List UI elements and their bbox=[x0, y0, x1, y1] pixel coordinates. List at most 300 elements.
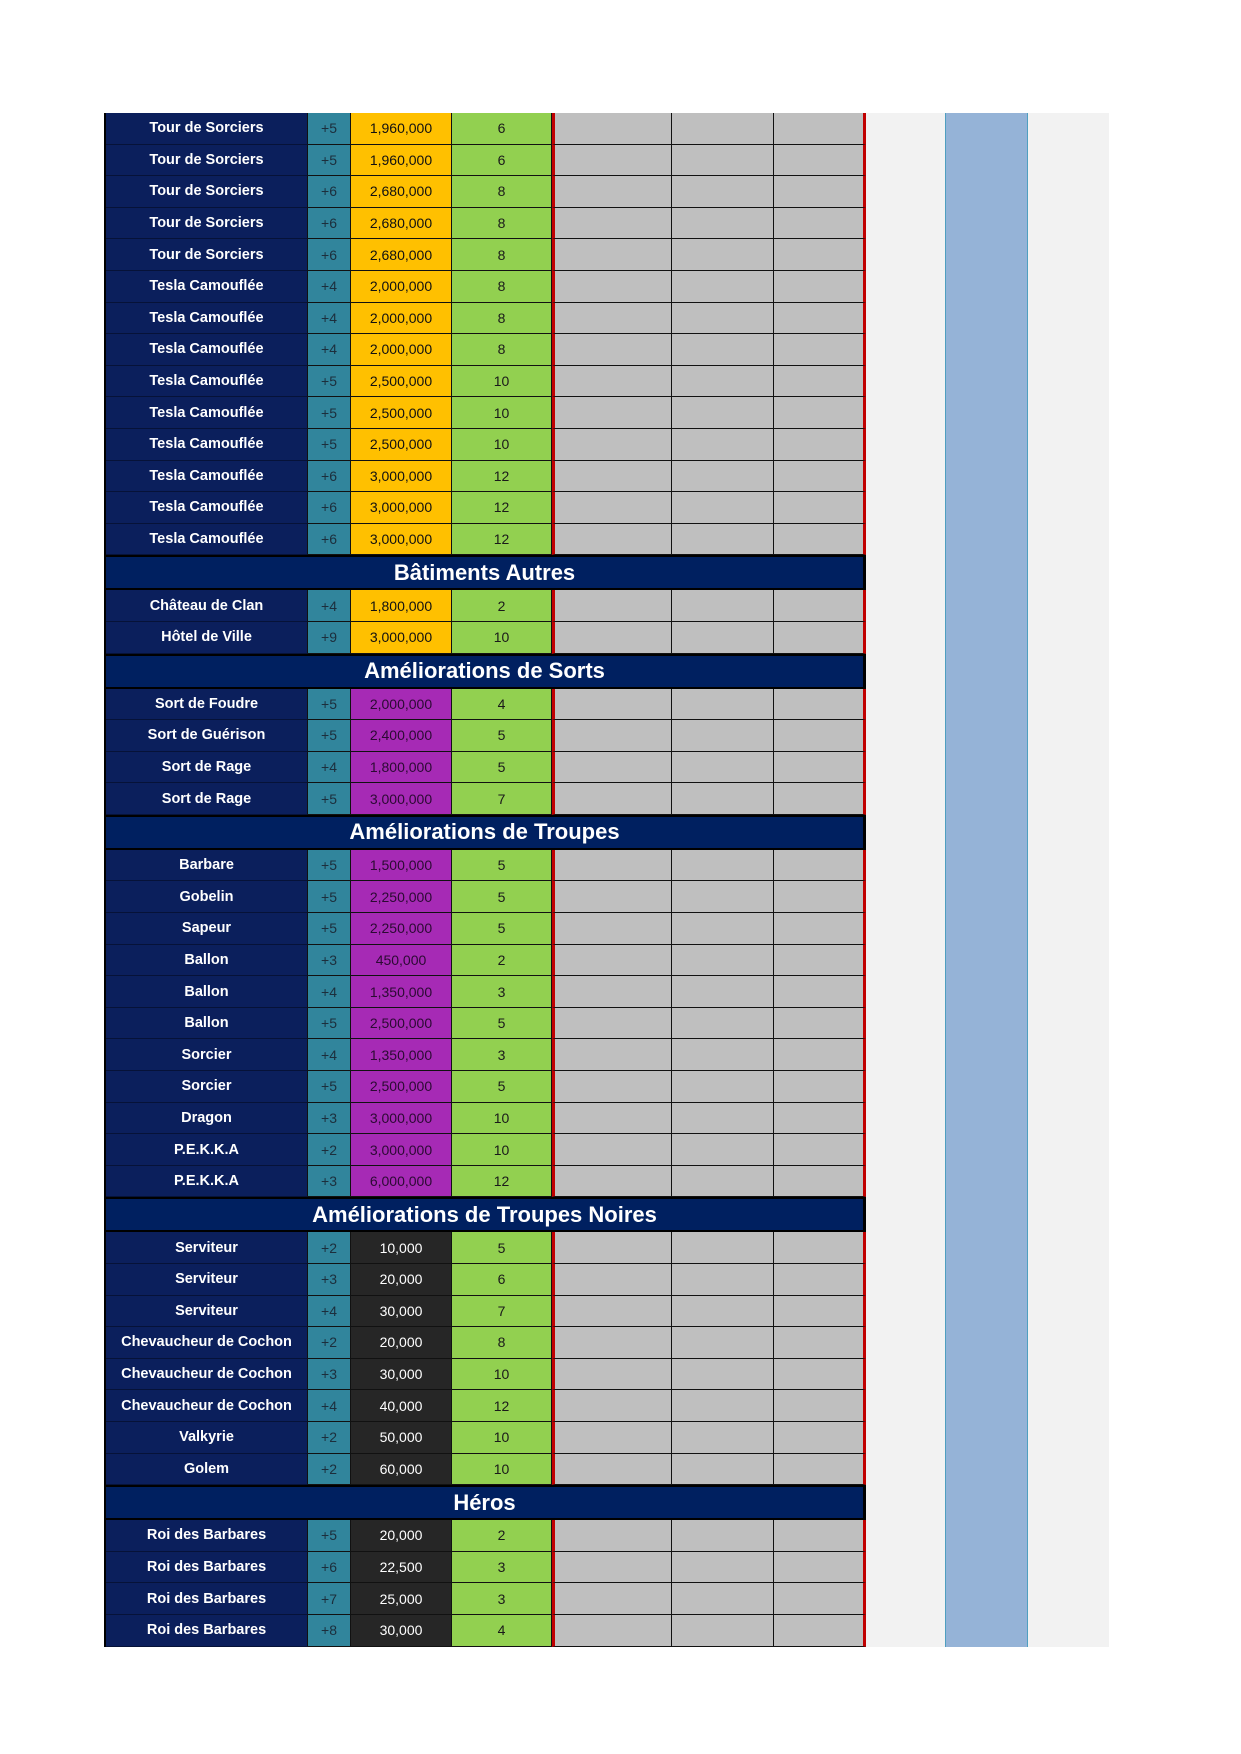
table-row bbox=[106, 881, 866, 913]
upgrade-days-cell: 7 bbox=[452, 1296, 552, 1328]
upgrade-name-cell: Tesla Camouflée bbox=[106, 461, 308, 493]
empty-cell bbox=[552, 783, 672, 815]
empty-cell bbox=[672, 461, 774, 493]
upgrade-days-cell: 8 bbox=[452, 303, 552, 335]
upgrade-name-cell: Tour de Sorciers bbox=[106, 145, 308, 177]
empty-cell bbox=[774, 1454, 866, 1486]
empty-cell bbox=[552, 1296, 672, 1328]
empty-cell bbox=[672, 176, 774, 208]
level-gain-cell: +4 bbox=[308, 1039, 351, 1071]
table-row bbox=[106, 1296, 866, 1328]
empty-cell bbox=[552, 1103, 672, 1135]
level-gain-cell: +2 bbox=[308, 1454, 351, 1486]
empty-cell bbox=[774, 1422, 866, 1454]
upgrade-cost-cell: 2,500,000 bbox=[351, 429, 452, 461]
upgrade-cost-cell: 2,500,000 bbox=[351, 366, 452, 398]
table-row bbox=[106, 1422, 866, 1454]
table-row bbox=[106, 524, 866, 556]
empty-cell bbox=[552, 913, 672, 945]
empty-cell bbox=[552, 334, 672, 366]
table-row bbox=[106, 689, 866, 721]
upgrade-days-cell: 12 bbox=[452, 1390, 552, 1422]
upgrade-cost-cell: 2,000,000 bbox=[351, 689, 452, 721]
upgrade-name-cell: Sort de Rage bbox=[106, 752, 308, 784]
upgrade-cost-cell: 60,000 bbox=[351, 1454, 452, 1486]
upgrade-days-cell: 10 bbox=[452, 397, 552, 429]
level-gain-cell: +4 bbox=[308, 271, 351, 303]
empty-cell bbox=[774, 590, 866, 622]
level-gain-cell: +6 bbox=[308, 239, 351, 271]
empty-cell bbox=[552, 1422, 672, 1454]
upgrade-days-cell: 6 bbox=[452, 145, 552, 177]
empty-cell bbox=[672, 1454, 774, 1486]
table-row bbox=[106, 1134, 866, 1166]
upgrade-name-cell: Tesla Camouflée bbox=[106, 271, 308, 303]
level-gain-cell: +8 bbox=[308, 1615, 351, 1647]
upgrade-cost-cell: 50,000 bbox=[351, 1422, 452, 1454]
empty-cell bbox=[552, 145, 672, 177]
empty-cell bbox=[774, 783, 866, 815]
empty-cell bbox=[552, 976, 672, 1008]
empty-cell bbox=[774, 1264, 866, 1296]
empty-cell bbox=[672, 271, 774, 303]
empty-cell bbox=[774, 397, 866, 429]
level-gain-cell: +5 bbox=[308, 1071, 351, 1103]
upgrade-name-cell: Sorcier bbox=[106, 1071, 308, 1103]
table-row bbox=[106, 1232, 866, 1264]
upgrade-cost-cell: 1,800,000 bbox=[351, 590, 452, 622]
upgrade-cost-cell: 1,500,000 bbox=[351, 850, 452, 882]
upgrade-name-cell: Tesla Camouflée bbox=[106, 366, 308, 398]
level-gain-cell: +6 bbox=[308, 461, 351, 493]
level-gain-cell: +3 bbox=[308, 1166, 351, 1198]
empty-cell bbox=[774, 1390, 866, 1422]
empty-cell bbox=[774, 303, 866, 335]
empty-cell bbox=[552, 1390, 672, 1422]
upgrade-cost-cell: 2,680,000 bbox=[351, 208, 452, 240]
empty-cell bbox=[774, 176, 866, 208]
level-gain-cell: +4 bbox=[308, 976, 351, 1008]
level-gain-cell: +2 bbox=[308, 1327, 351, 1359]
upgrade-name-cell: Tour de Sorciers bbox=[106, 176, 308, 208]
upgrade-cost-cell: 3,000,000 bbox=[351, 1103, 452, 1135]
empty-cell bbox=[774, 850, 866, 882]
level-gain-cell: +9 bbox=[308, 622, 351, 654]
upgrade-cost-cell: 3,000,000 bbox=[351, 783, 452, 815]
empty-cell bbox=[774, 145, 866, 177]
blue-column bbox=[945, 113, 1028, 1647]
empty-cell bbox=[552, 1454, 672, 1486]
upgrade-days-cell: 10 bbox=[452, 622, 552, 654]
empty-cell bbox=[774, 461, 866, 493]
table-row bbox=[106, 366, 866, 398]
empty-cell bbox=[552, 1008, 672, 1040]
empty-cell bbox=[672, 881, 774, 913]
table-row bbox=[106, 1390, 866, 1422]
section-header: Bâtiments Autres bbox=[106, 555, 866, 590]
table-row bbox=[106, 271, 866, 303]
upgrade-cost-cell: 1,960,000 bbox=[351, 145, 452, 177]
upgrade-cost-cell: 450,000 bbox=[351, 945, 452, 977]
empty-cell bbox=[672, 945, 774, 977]
table-row bbox=[106, 176, 866, 208]
upgrade-name-cell: Valkyrie bbox=[106, 1422, 308, 1454]
upgrade-cost-cell: 3,000,000 bbox=[351, 1134, 452, 1166]
empty-cell bbox=[672, 1008, 774, 1040]
level-gain-cell: +4 bbox=[308, 590, 351, 622]
level-gain-cell: +5 bbox=[308, 366, 351, 398]
upgrade-cost-cell: 3,000,000 bbox=[351, 492, 452, 524]
table-row bbox=[106, 1359, 866, 1391]
empty-cell bbox=[774, 1583, 866, 1615]
upgrade-name-cell: Serviteur bbox=[106, 1232, 308, 1264]
table-row bbox=[106, 976, 866, 1008]
empty-cell bbox=[672, 622, 774, 654]
upgrade-days-cell: 5 bbox=[452, 1232, 552, 1264]
table-row bbox=[106, 208, 866, 240]
upgrade-days-cell: 10 bbox=[452, 1422, 552, 1454]
upgrade-days-cell: 5 bbox=[452, 720, 552, 752]
upgrade-cost-cell: 2,680,000 bbox=[351, 176, 452, 208]
upgrade-days-cell: 5 bbox=[452, 913, 552, 945]
upgrade-days-cell: 3 bbox=[452, 1552, 552, 1584]
table-row bbox=[106, 1454, 866, 1486]
upgrade-name-cell: Chevaucheur de Cochon bbox=[106, 1327, 308, 1359]
table-row bbox=[106, 1103, 866, 1135]
empty-cell bbox=[672, 1296, 774, 1328]
empty-cell bbox=[672, 976, 774, 1008]
empty-cell bbox=[552, 689, 672, 721]
upgrade-name-cell: Sort de Guérison bbox=[106, 720, 308, 752]
empty-cell bbox=[774, 945, 866, 977]
upgrade-name-cell: Chevaucheur de Cochon bbox=[106, 1390, 308, 1422]
upgrade-cost-cell: 20,000 bbox=[351, 1264, 452, 1296]
empty-cell bbox=[552, 881, 672, 913]
upgrade-days-cell: 4 bbox=[452, 689, 552, 721]
level-gain-cell: +5 bbox=[308, 113, 351, 145]
table-row bbox=[106, 913, 866, 945]
empty-cell bbox=[552, 1166, 672, 1198]
empty-cell bbox=[774, 208, 866, 240]
upgrade-days-cell: 6 bbox=[452, 1264, 552, 1296]
upgrade-cost-cell: 6,000,000 bbox=[351, 1166, 452, 1198]
upgrade-name-cell: Roi des Barbares bbox=[106, 1552, 308, 1584]
level-gain-cell: +2 bbox=[308, 1422, 351, 1454]
upgrade-cost-cell: 1,800,000 bbox=[351, 752, 452, 784]
upgrade-name-cell: Tour de Sorciers bbox=[106, 208, 308, 240]
empty-cell bbox=[672, 303, 774, 335]
upgrade-name-cell: Gobelin bbox=[106, 881, 308, 913]
empty-cell bbox=[552, 752, 672, 784]
empty-cell bbox=[552, 461, 672, 493]
level-gain-cell: +6 bbox=[308, 492, 351, 524]
level-gain-cell: +2 bbox=[308, 1232, 351, 1264]
upgrade-name-cell: Roi des Barbares bbox=[106, 1615, 308, 1647]
upgrade-cost-cell: 30,000 bbox=[351, 1615, 452, 1647]
empty-cell bbox=[672, 1166, 774, 1198]
upgrade-name-cell: Barbare bbox=[106, 850, 308, 882]
empty-cell bbox=[672, 429, 774, 461]
empty-cell bbox=[672, 1583, 774, 1615]
level-gain-cell: +6 bbox=[308, 176, 351, 208]
empty-cell bbox=[672, 113, 774, 145]
upgrade-cost-cell: 1,350,000 bbox=[351, 976, 452, 1008]
table-row bbox=[106, 113, 866, 145]
upgrade-days-cell: 8 bbox=[452, 239, 552, 271]
empty-cell bbox=[774, 881, 866, 913]
upgrade-days-cell: 2 bbox=[452, 1520, 552, 1552]
level-gain-cell: +4 bbox=[308, 1296, 351, 1328]
empty-cell bbox=[672, 850, 774, 882]
empty-cell bbox=[774, 429, 866, 461]
upgrade-days-cell: 12 bbox=[452, 492, 552, 524]
empty-cell bbox=[672, 1039, 774, 1071]
level-gain-cell: +6 bbox=[308, 524, 351, 556]
empty-cell bbox=[672, 1520, 774, 1552]
table-row bbox=[106, 1552, 866, 1584]
upgrade-cost-cell: 2,000,000 bbox=[351, 271, 452, 303]
empty-cell bbox=[774, 524, 866, 556]
empty-cell bbox=[552, 303, 672, 335]
empty-cell bbox=[774, 334, 866, 366]
empty-cell bbox=[774, 1008, 866, 1040]
level-gain-cell: +3 bbox=[308, 945, 351, 977]
upgrade-days-cell: 12 bbox=[452, 1166, 552, 1198]
upgrade-cost-cell: 2,500,000 bbox=[351, 397, 452, 429]
upgrade-days-cell: 5 bbox=[452, 1071, 552, 1103]
empty-cell bbox=[552, 492, 672, 524]
upgrade-name-cell: Tesla Camouflée bbox=[106, 524, 308, 556]
upgrade-name-cell: Serviteur bbox=[106, 1264, 308, 1296]
upgrade-days-cell: 3 bbox=[452, 1039, 552, 1071]
empty-cell bbox=[552, 1264, 672, 1296]
upgrade-name-cell: Sort de Foudre bbox=[106, 689, 308, 721]
table-row bbox=[106, 303, 866, 335]
section-header: Héros bbox=[106, 1485, 866, 1520]
upgrade-name-cell: Tesla Camouflée bbox=[106, 492, 308, 524]
table-row bbox=[106, 1520, 866, 1552]
upgrade-days-cell: 3 bbox=[452, 1583, 552, 1615]
level-gain-cell: +4 bbox=[308, 303, 351, 335]
level-gain-cell: +4 bbox=[308, 752, 351, 784]
empty-cell bbox=[774, 1327, 866, 1359]
side-margin-area bbox=[866, 113, 1109, 1647]
table-row bbox=[106, 1264, 866, 1296]
upgrade-cost-cell: 30,000 bbox=[351, 1296, 452, 1328]
upgrade-days-cell: 8 bbox=[452, 334, 552, 366]
empty-cell bbox=[774, 492, 866, 524]
empty-cell bbox=[552, 176, 672, 208]
empty-cell bbox=[552, 850, 672, 882]
empty-cell bbox=[552, 1552, 672, 1584]
empty-cell bbox=[552, 945, 672, 977]
upgrade-name-cell: Roi des Barbares bbox=[106, 1520, 308, 1552]
empty-cell bbox=[672, 1422, 774, 1454]
level-gain-cell: +5 bbox=[308, 1520, 351, 1552]
empty-cell bbox=[774, 1520, 866, 1552]
upgrade-name-cell: Tesla Camouflée bbox=[106, 397, 308, 429]
upgrade-days-cell: 12 bbox=[452, 524, 552, 556]
empty-cell bbox=[552, 239, 672, 271]
empty-cell bbox=[672, 397, 774, 429]
empty-cell bbox=[672, 590, 774, 622]
upgrade-name-cell: Sort de Rage bbox=[106, 783, 308, 815]
level-gain-cell: +5 bbox=[308, 783, 351, 815]
empty-cell bbox=[552, 1583, 672, 1615]
table-row bbox=[106, 239, 866, 271]
table-row bbox=[106, 783, 866, 815]
table-row bbox=[106, 720, 866, 752]
empty-cell bbox=[774, 689, 866, 721]
upgrade-name-cell: Dragon bbox=[106, 1103, 308, 1135]
upgrade-name-cell: Roi des Barbares bbox=[106, 1583, 308, 1615]
upgrade-days-cell: 12 bbox=[452, 461, 552, 493]
upgrade-name-cell: Tour de Sorciers bbox=[106, 239, 308, 271]
empty-cell bbox=[672, 1615, 774, 1647]
upgrade-cost-cell: 3,000,000 bbox=[351, 524, 452, 556]
upgrade-days-cell: 4 bbox=[452, 1615, 552, 1647]
empty-cell bbox=[672, 689, 774, 721]
upgrade-days-cell: 7 bbox=[452, 783, 552, 815]
empty-cell bbox=[774, 622, 866, 654]
empty-cell bbox=[774, 271, 866, 303]
empty-cell bbox=[552, 1039, 672, 1071]
table-row bbox=[106, 461, 866, 493]
empty-cell bbox=[552, 397, 672, 429]
level-gain-cell: +5 bbox=[308, 689, 351, 721]
empty-cell bbox=[552, 208, 672, 240]
upgrade-name-cell: Ballon bbox=[106, 1008, 308, 1040]
level-gain-cell: +4 bbox=[308, 1390, 351, 1422]
level-gain-cell: +5 bbox=[308, 397, 351, 429]
level-gain-cell: +6 bbox=[308, 1552, 351, 1584]
upgrade-name-cell: Sapeur bbox=[106, 913, 308, 945]
empty-cell bbox=[672, 1327, 774, 1359]
upgrade-cost-cell: 22,500 bbox=[351, 1552, 452, 1584]
upgrade-cost-cell: 30,000 bbox=[351, 1359, 452, 1391]
empty-cell bbox=[774, 239, 866, 271]
level-gain-cell: +2 bbox=[308, 1134, 351, 1166]
upgrade-days-cell: 10 bbox=[452, 1103, 552, 1135]
upgrade-cost-cell: 40,000 bbox=[351, 1390, 452, 1422]
empty-cell bbox=[672, 1264, 774, 1296]
upgrade-cost-cell: 20,000 bbox=[351, 1327, 452, 1359]
upgrade-days-cell: 10 bbox=[452, 366, 552, 398]
upgrade-days-cell: 10 bbox=[452, 1454, 552, 1486]
empty-cell bbox=[774, 1103, 866, 1135]
empty-cell bbox=[552, 429, 672, 461]
upgrade-name-cell: P.E.K.K.A bbox=[106, 1134, 308, 1166]
level-gain-cell: +5 bbox=[308, 913, 351, 945]
table-row bbox=[106, 752, 866, 784]
level-gain-cell: +5 bbox=[308, 429, 351, 461]
upgrade-name-cell: Tesla Camouflée bbox=[106, 334, 308, 366]
upgrade-cost-cell: 1,960,000 bbox=[351, 113, 452, 145]
upgrade-name-cell: Tesla Camouflée bbox=[106, 303, 308, 335]
upgrade-name-cell: Chevaucheur de Cochon bbox=[106, 1359, 308, 1391]
level-gain-cell: +5 bbox=[308, 881, 351, 913]
upgrade-name-cell: Tesla Camouflée bbox=[106, 429, 308, 461]
empty-cell bbox=[552, 366, 672, 398]
empty-cell bbox=[552, 1232, 672, 1264]
empty-cell bbox=[552, 1359, 672, 1391]
empty-cell bbox=[672, 239, 774, 271]
table-row bbox=[106, 1008, 866, 1040]
upgrade-cost-cell: 2,000,000 bbox=[351, 334, 452, 366]
table-row bbox=[106, 622, 866, 654]
upgrade-cost-cell: 2,400,000 bbox=[351, 720, 452, 752]
upgrade-days-cell: 5 bbox=[452, 881, 552, 913]
empty-cell bbox=[552, 113, 672, 145]
level-gain-cell: +3 bbox=[308, 1359, 351, 1391]
level-gain-cell: +3 bbox=[308, 1103, 351, 1135]
table-row bbox=[106, 590, 866, 622]
upgrade-name-cell: Tour de Sorciers bbox=[106, 113, 308, 145]
empty-cell bbox=[552, 590, 672, 622]
table-row bbox=[106, 945, 866, 977]
upgrade-days-cell: 10 bbox=[452, 1134, 552, 1166]
empty-cell bbox=[774, 1552, 866, 1584]
upgrade-cost-cell: 3,000,000 bbox=[351, 461, 452, 493]
upgrade-cost-cell: 20,000 bbox=[351, 1520, 452, 1552]
level-gain-cell: +7 bbox=[308, 1583, 351, 1615]
empty-cell bbox=[774, 1166, 866, 1198]
empty-cell bbox=[774, 752, 866, 784]
upgrade-cost-cell: 2,250,000 bbox=[351, 913, 452, 945]
empty-cell bbox=[774, 1359, 866, 1391]
upgrade-days-cell: 8 bbox=[452, 176, 552, 208]
upgrade-name-cell: Ballon bbox=[106, 976, 308, 1008]
upgrade-name-cell: Ballon bbox=[106, 945, 308, 977]
upgrade-cost-cell: 10,000 bbox=[351, 1232, 452, 1264]
upgrade-name-cell: Château de Clan bbox=[106, 590, 308, 622]
upgrade-days-cell: 2 bbox=[452, 945, 552, 977]
level-gain-cell: +5 bbox=[308, 720, 351, 752]
upgrade-days-cell: 10 bbox=[452, 429, 552, 461]
upgrade-cost-cell: 3,000,000 bbox=[351, 622, 452, 654]
upgrade-days-cell: 5 bbox=[452, 1008, 552, 1040]
empty-cell bbox=[672, 145, 774, 177]
upgrade-cost-cell: 2,500,000 bbox=[351, 1008, 452, 1040]
empty-cell bbox=[672, 1232, 774, 1264]
empty-cell bbox=[552, 622, 672, 654]
empty-cell bbox=[672, 334, 774, 366]
empty-cell bbox=[672, 783, 774, 815]
table-row bbox=[106, 1583, 866, 1615]
empty-cell bbox=[672, 1359, 774, 1391]
empty-cell bbox=[774, 366, 866, 398]
upgrade-days-cell: 5 bbox=[452, 850, 552, 882]
empty-cell bbox=[774, 1071, 866, 1103]
empty-cell bbox=[672, 492, 774, 524]
upgrade-name-cell: P.E.K.K.A bbox=[106, 1166, 308, 1198]
upgrade-days-cell: 6 bbox=[452, 113, 552, 145]
empty-cell bbox=[672, 720, 774, 752]
empty-cell bbox=[672, 366, 774, 398]
table-row bbox=[106, 145, 866, 177]
table-row bbox=[106, 850, 866, 882]
empty-cell bbox=[774, 113, 866, 145]
upgrade-cost-cell: 1,350,000 bbox=[351, 1039, 452, 1071]
empty-cell bbox=[774, 720, 866, 752]
upgrade-days-cell: 10 bbox=[452, 1359, 552, 1391]
empty-cell bbox=[552, 524, 672, 556]
empty-cell bbox=[552, 1071, 672, 1103]
empty-cell bbox=[774, 976, 866, 1008]
empty-cell bbox=[774, 1296, 866, 1328]
table-row bbox=[106, 1615, 866, 1647]
table-row bbox=[106, 1071, 866, 1103]
